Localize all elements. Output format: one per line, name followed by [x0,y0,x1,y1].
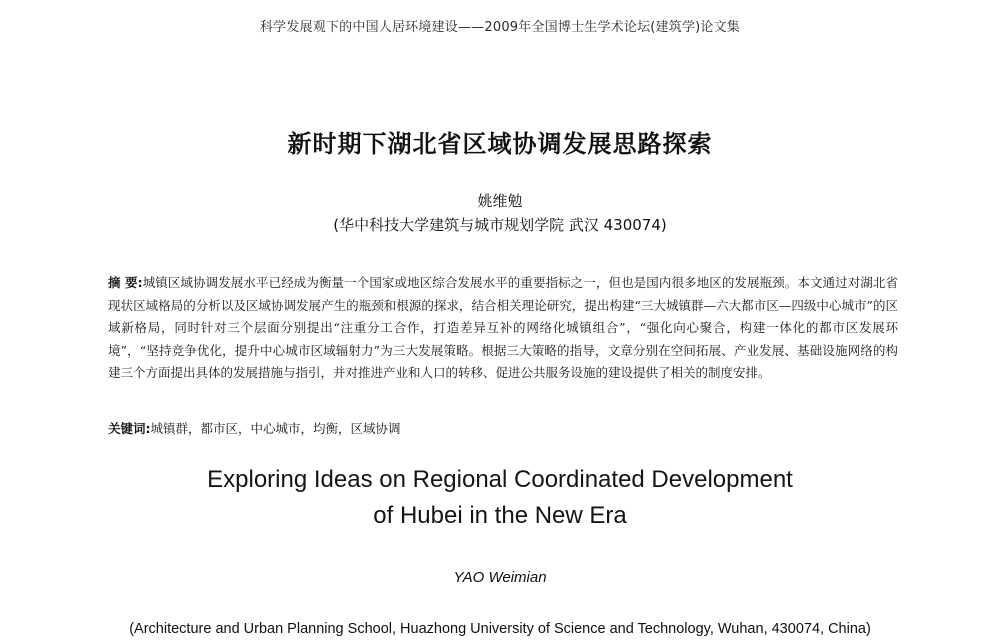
keywords-label: 关键词: [108,421,151,436]
author-name-en: YAO Weimian [453,569,547,586]
affiliation-en: (Architecture and Urban Planning School, Huazhong University of Science and Technology, Wuhan, 430074, China) [129,621,871,637]
title-en-line-1: Exploring Ideas on Regional Coordinated Development [207,466,793,493]
keywords-text: 城镇群，都市区，中心城市，均衡，区域协调 [150,421,401,436]
abstract-cn [108,272,898,385]
abstract-text: 城镇区域协调发展水平已经成为衡量一个国家或地区综合发展水平的重要指标之一，但也是国内很多地区的发展瓶颈。本文通过对湖北省现状区域格局的分析以及区域协调发展产生的瓶颈和根源的探求，结合相关理论研究，提出构建“三大城镇群—六大都市区—四级中心城市”的区域新格局，同时针对三个层面分别提出“注重分工合作，打造差异互补的网络化城镇组合”，“强化向心聚合，构建一体化的都市区发展环境”，“坚持竞争优化，提升中心城市区域辐射力”为三大发展策略。根据三大策略的指导，文章分别在空间拓展、产业发展、基础设施网络的构建三个方面提出具体的发展措施与指引，并对推进产业和人口的转移、促进公共服务设施的建设提供了相关的制度安排。 [108,275,898,380]
running-header: 科学发展观下的中国人居环境建设——2009年全国博士生学术论坛(建筑学)论文集 [259,20,741,35]
title-en-line-2: of Hubei in the New Era [373,502,627,529]
keywords-cn [108,418,898,440]
affiliation-cn: (华中科技大学建筑与城市规划学院 武汉 430074) [333,216,667,234]
abstract-label: 摘 要: [108,275,143,290]
author-name-cn: 姚维勉 [477,192,523,210]
article-title-cn: 新时期下湖北省区域协调发展思路探索 [287,130,713,158]
article-title-en [0,462,1000,534]
